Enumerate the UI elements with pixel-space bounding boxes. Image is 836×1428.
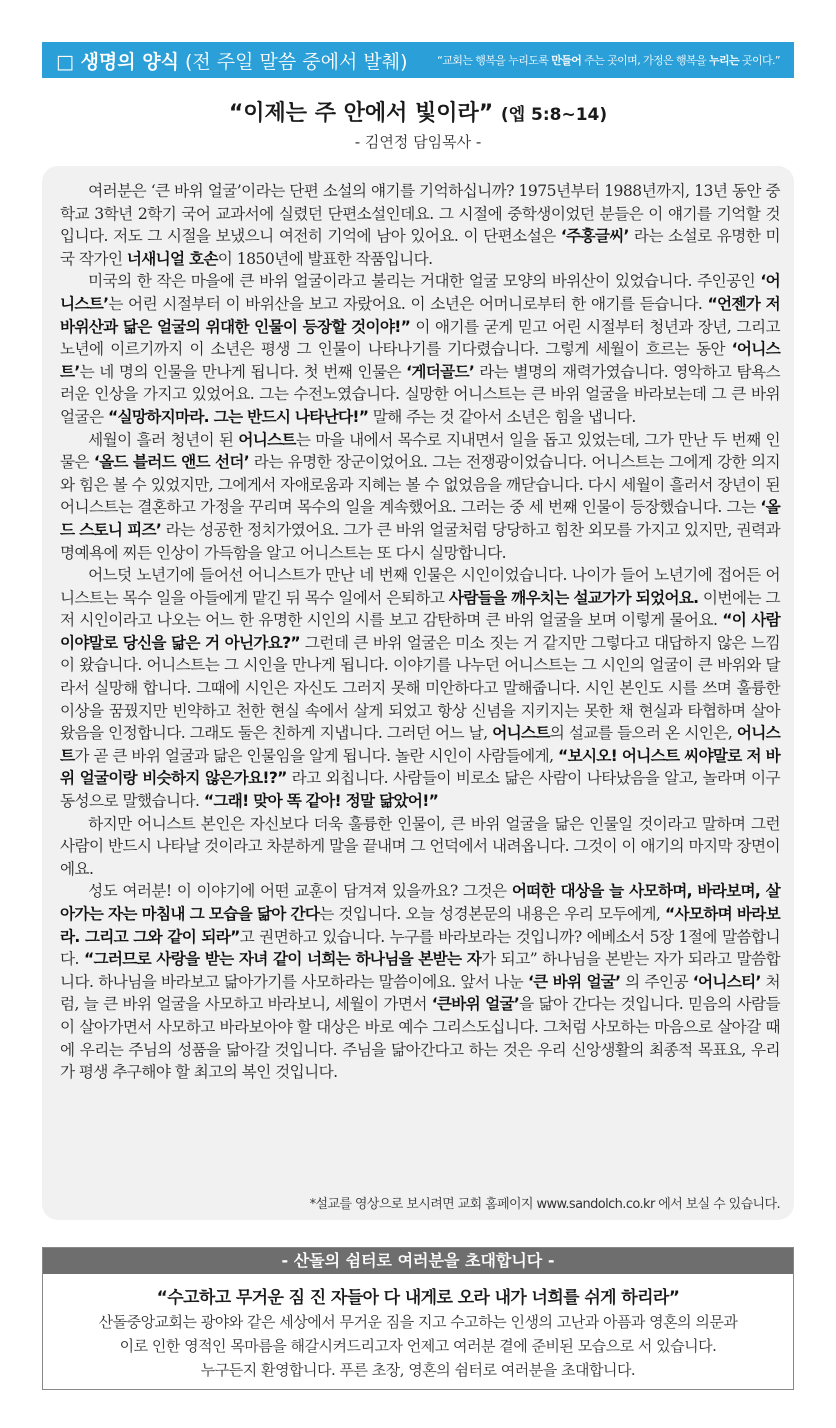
section-title: □ 생명의 양식	[56, 50, 179, 73]
invitation-box	[42, 1247, 794, 1390]
invitation-line-2: 이로 인한 영적인 목마름을 해갈시켜드리고자 언제고 여러분 곁에 준비된 모습으로 서 있습니다.	[119, 1337, 717, 1355]
scripture-reference: (엡 5:8~14)	[500, 105, 608, 125]
church-motto: “교회는 행복을 누리도록 만들어 주는 곳이며, 가정은 행복을 누리는 곳이다.”	[437, 54, 780, 67]
sermon-title	[0, 96, 836, 127]
paragraph-4: 어느덧 노년기에 들어선 어니스트가 만난 네 번째 인물은 시인이었습니다. 나이가 들어 노년기에 접어든 어니스트는 목수 일을 아들에게 맡긴 뒤 목수 일에서 은퇴하고 사람들을 깨우치는 설교가가 되었어요. 이번에는 그저 시인이라고 나오는 어느 한 유명한 시인의 시를 보고 감탄하며 큰 바위 얼굴을 보며 이렇게 물어요. “이 사람이야말로 당신을 닮은 거 아닌가요?” 그런데 큰 바위 얼굴은 미소 짓는 거 같지만 그렇다고 대답하지 않은 느낌이 왔습니다. 어니스트는 그 시인을 만나게 됩니다. 이야기를 나누던 어니스트는 그 시인의 얼굴이 큰 바위와 달라서 실망해 합니다. 그때에 시인은 자신도 그러지 못해 미안하다고 말해줍니다. 시인 본인도 시를 쓰며 훌륭한 이상을 꿈꿨지만 빈약하고 천한 현실 속에서 살게 되었고 항상 신념을 지키지는 못한 채 현실과 타협하며 살아 왔음을 인정합니다. 그래도 둘은 친하게 지냅니다. 그러던 어느 날, 어니스트의 설교를 들으러 온 시인은, 어니스트가 곧 큰 바위 얼굴과 닮은 인물임을 알게 됩니다. 놀란 시인이 사람들에게, “보시오! 어니스트 씨야말로 저 바위 얼굴이랑 비슷하지 않은가요!?” 라고 외칩니다. 사람들이 비로소 닮은 사람이 나타났음을 알고, 놀라며 이구동성으로 말했습니다. “그래! 맞아 똑 같아! 정말 닮았어!”	[60, 566, 780, 811]
section-header	[42, 42, 794, 78]
invitation-verse: “수고하고 무거운 짐 진 자들아 다 내게로 오라 내가 너희를 쉬게 하리라”	[156, 1288, 680, 1308]
video-note: *설교를 영상으로 보시려면 교회 홈페이지 www.sandolch.co.kr 에서 보실 수 있습니다.	[309, 1197, 780, 1212]
sermon-title-text: “이제는 주 안에서 빛이라”	[228, 101, 494, 126]
paragraph-3: 세월이 흘러 청년이 된 어니스트는 마을 내에서 목수로 지내면서 일을 돕고 있었는데, 그가 만난 두 번째 인물은 ‘올드 블러드 앤드 선더’ 라는 유명한 장군이었어요. 그는 전쟁광이었습니다. 어니스트는 그에게 강한 의지와 힘은 볼 수 있었지만, 그에게서 자애로움과 지혜는 볼 수 없었음을 깨닫습니다. 다시 세월이 흘러서 장년이 된 어니스트는 결혼하고 가정을 꾸리며 목수의 일을 계속했어요. 그러는 중 세 번째 인물이 등장했습니다. 그는 ‘올드 스토니 피즈’ 라는 성공한 정치가였어요. 그가 큰 바위 얼굴처럼 당당하고 힘찬 외모를 가지고 있지만, 권력과 명예욕에 찌든 인상이 가득함을 알고 어니스트는 또 다시 실망합니다.	[60, 430, 781, 562]
paragraph-6: 성도 여러분! 이 이야기에 어떤 교훈이 담겨져 있을까요? 그것은 어떠한 대상을 늘 사모하며, 바라보며, 살아가는 자는 마침내 그 모습을 닮아 간다는 것입니다. 오늘 성경본문의 내용은 우리 모두에게, “사모하며 바라보라. 그리고 그와 같이 되라”고 권면하고 있습니다. 누구를 바라보라는 것입니까? 에베소서 5장 1절에 말씀합니다. “그러므로 사랑을 받는 자녀 같이 너희는 하나님을 본받는 자가 되고” 하나님을 본받는 자가 되라고 말씀합니다. 하나님을 바라보고 닮아가기를 사모하라는 말씀이에요. 앞서 나눈 ‘큰 바위 얼굴’ 의 주인공 ‘어니스티’ 처럼, 늘 큰 바위 얼굴을 사모하고 바라보니, 세월이 가면서 ‘큰바위 얼굴’을 닮아 간다는 것입니다. 믿음의 사람들이 살아가면서 사모하고 바라보아야 할 대상은 바로 예수 그리스도십니다. 그처럼 사모하는 마음으로 살아갈 때에 우리는 주님의 성품을 닮아갈 것입니다. 주님을 닮아간다고 하는 것은 우리 신앙생활의 최종적 목표요, 우리가 평생 추구해야 할 최고의 복인 것입니다.	[60, 882, 781, 1082]
paragraph-5: 하지만 어니스트 본인은 자신보다 더욱 훌륭한 인물이, 큰 바위 얼굴을 닮은 인물일 것이라고 말하며 그런 사람이 반드시 나타날 것이라고 차분하게 말을 끝내며 그 언덕에서 내려옵니다. 그것이 이 애기의 마지막 장면이에요.	[60, 814, 780, 878]
sermon-body	[42, 166, 794, 1220]
section-subtitle: (전 주일 말씀 중에서 발췌)	[184, 50, 408, 73]
invitation-header: - 산돌의 쉼터로 여러분을 초대합니다 -	[43, 1248, 793, 1274]
paragraph-1: 여러분은 ‘큰 바위 얼굴’이라는 단편 소설의 얘기를 기억하십니까? 1975년부터 1988년까지, 13년 동안 중학교 3학년 2학기 국어 교과서에 실렸던 단편소설인데요. 그 시절에 중학생이었던 분들은 이 얘기를 기억할 것입니다. 저도 그 시절을 보냈으니 여전히 기억에 남아 있어요. 이 단편소설은 ‘주홍글씨’ 라는 소설로 유명한 미국 작가인 너새니얼 호손이 1850년에 발표한 작품입니다.	[60, 182, 781, 268]
invitation-line-1: 산돌중앙교회는 광야와 같은 세상에서 무거운 짐을 지고 수고하는 인생의 고난과 아픔과 영혼의 의문과	[98, 1313, 738, 1331]
paragraph-2: 미국의 한 작은 마을에 큰 바위 얼굴이라고 불리는 거대한 얼굴 모양의 바위산이 있었습니다. 주인공인 ‘어니스트’는 어린 시절부터 이 바위산을 보고 자랐어요. 이 소년은 어머니로부터 한 애기를 듣습니다. “언젠가 저 바위산과 닮은 얼굴의 위대한 인물이 등장할 것이야!” 이 애기를 굳게 믿고 어린 시절부터 청년과 장년, 그리고 노년에 이르기까지 이 소년은 평생 그 인물이 나타나기를 기다렸습니다. 그렇게 세월이 흐르는 동안 ‘어니스트’는 네 명의 인물을 만나게 됩니다. 첫 번째 인물은 ‘게더골드’ 라는 별명의 재력가였습니다. 영악하고 탐욕스러운 인상을 가지고 있었어요. 그는 수전노였습니다. 실망한 어니스트는 큰 바위 얼굴을 바라보는데 그 큰 바위 얼굴은 “실망하지마라. 그는 반드시 나타난다!” 말해 주는 것 같아서 소년은 힘을 냅니다.	[60, 272, 781, 426]
preacher-name: - 김연정 담임목사 -	[354, 133, 482, 151]
invitation-line-3: 누구든지 환영합니다. 푸른 초장, 영혼의 쉼터로 여러분을 초대합니다.	[200, 1361, 636, 1379]
